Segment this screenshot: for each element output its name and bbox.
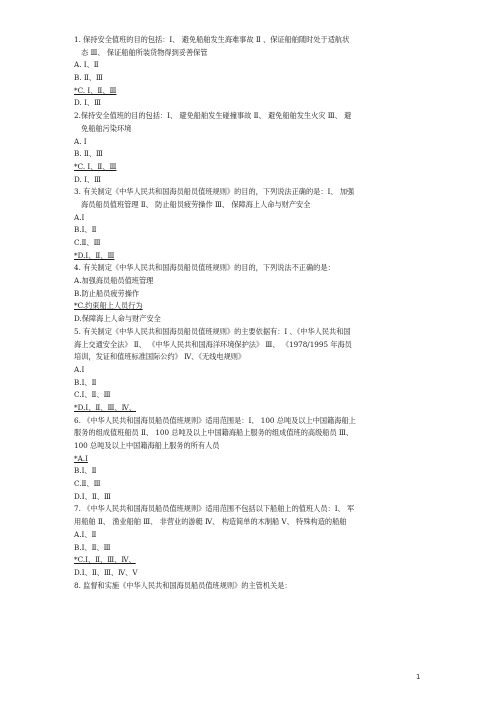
option-line: A. Ⅰ [74, 136, 87, 146]
text-line: 1. 保持安全值班的目的包括：Ⅰ、 避免船舶发生海难事故 Ⅱ 、保证船舶随时处于适航状 [74, 35, 350, 44]
answer-line: *D.Ⅰ、Ⅱ、Ⅲ、Ⅳ、 [74, 402, 136, 412]
text-line: 培训，发证和值班标准国际公约》 Ⅳ、《无线电规则》 [74, 352, 246, 362]
option-line: A.Ⅰ [74, 212, 85, 222]
option-line: C.Ⅱ、Ⅲ [74, 479, 101, 489]
answer-line: *A.Ⅰ [74, 453, 88, 463]
option-line: B.Ⅰ、Ⅱ [74, 225, 97, 235]
text-line: 8. 监督和实施《中华人民共和国海员船员值班规则》的主管机关是： [74, 580, 292, 590]
text-line: 态 Ⅲ、 保证船舶所装货物得到妥善保管 [81, 47, 208, 57]
text-line: 3. 有关制定《中华人民共和国海员船员值班规则》的目的，下列说法正确的是：Ⅰ、 加强 [74, 187, 355, 197]
option-line: B. Ⅱ、Ⅲ [74, 73, 103, 83]
option-line: D.保障海上人命与财产安全 [74, 314, 161, 324]
option-line: A.加强海员船员值班管理 [74, 276, 154, 286]
option-line: A.Ⅰ、Ⅱ [74, 529, 97, 539]
option-line: D. Ⅰ、Ⅲ [74, 98, 102, 108]
text-line: 5. 有关制定《中华人民共和国海员船员值班规则》的主要依据有：Ⅰ 、《中华人民共和国 [74, 326, 351, 336]
text-line: 海员船员值班管理 Ⅱ、 防止船员疲劳操作 Ⅲ、 保障海上人命与财产安全 [81, 199, 311, 209]
option-line: B. Ⅱ、Ⅲ [74, 149, 103, 159]
answer-line: *C. Ⅰ、Ⅱ、Ⅲ [74, 161, 117, 171]
option-line: B.防止船员疲劳操作 [74, 288, 140, 298]
text-line: 海上交通安全法》 Ⅱ、 《中华人民共和国海洋环境保护法》 Ⅲ、 《1978/1995 年海员 [74, 339, 352, 349]
option-line: A.Ⅰ [74, 364, 85, 374]
text-line: 2.保持安全值班的目的包括：Ⅰ、 避免船舶发生碰撞事故 Ⅱ、 避免船舶发生火灾 Ⅲ、 避 [74, 111, 352, 121]
answer-line: *C.约束船上人员行为 [74, 301, 143, 311]
text-line: 4. 有关制定《中华人民共和国海员船员值班规则》的目的，下列说法不正确的是： [74, 263, 335, 273]
option-line: C.Ⅱ、Ⅲ [74, 238, 101, 247]
option-line: C.Ⅰ、Ⅱ、Ⅲ [74, 390, 111, 400]
answer-line: *D.Ⅰ、Ⅱ、Ⅲ [74, 250, 115, 260]
option-line: D. Ⅰ、Ⅲ [74, 174, 102, 184]
option-line: B.Ⅰ、Ⅱ [74, 377, 97, 387]
text-line: 7. 《中华人民共和国海员船员值班规则》适用范围不包括以下船舶上的值班人员：Ⅰ、 军 [74, 504, 355, 514]
text-line: 服务的组成值班船员 Ⅱ、 100 总吨及以上中国籍海船上服务的组成值班的高级船员 Ⅲ、 [74, 428, 354, 438]
text-line: 6. 《中华人民共和国海员船员值班规则》适用范围是：Ⅰ、 100 总吨及以上中国籍海船上 [74, 415, 356, 425]
text-line: 免船舶污染环境 [81, 123, 132, 133]
document-body [74, 34, 430, 592]
option-line: D.Ⅰ、Ⅱ、Ⅲ [74, 491, 111, 501]
answer-line: *C. Ⅰ、Ⅱ、Ⅲ [74, 85, 117, 95]
text-line: 用船舶 Ⅱ、 渔业船舶 Ⅲ、 非营业的游艇 Ⅳ、 构造简单的木制船 Ⅴ、 特殊构造的船舶 [74, 517, 347, 527]
option-line: A. Ⅰ、Ⅱ [74, 60, 99, 70]
page-number: 1 [416, 673, 421, 681]
option-line: B.Ⅰ、Ⅱ、Ⅲ [74, 542, 111, 552]
text-line: 100 总吨及以上中国籍海船上服务的所有人员 [74, 441, 220, 450]
answer-line: *C.Ⅰ、Ⅱ、Ⅲ、Ⅳ、 [74, 555, 136, 565]
option-line: B.Ⅰ、Ⅱ [74, 466, 97, 476]
option-line: D.Ⅰ、Ⅱ、Ⅲ、Ⅳ、Ⅴ [74, 567, 138, 577]
